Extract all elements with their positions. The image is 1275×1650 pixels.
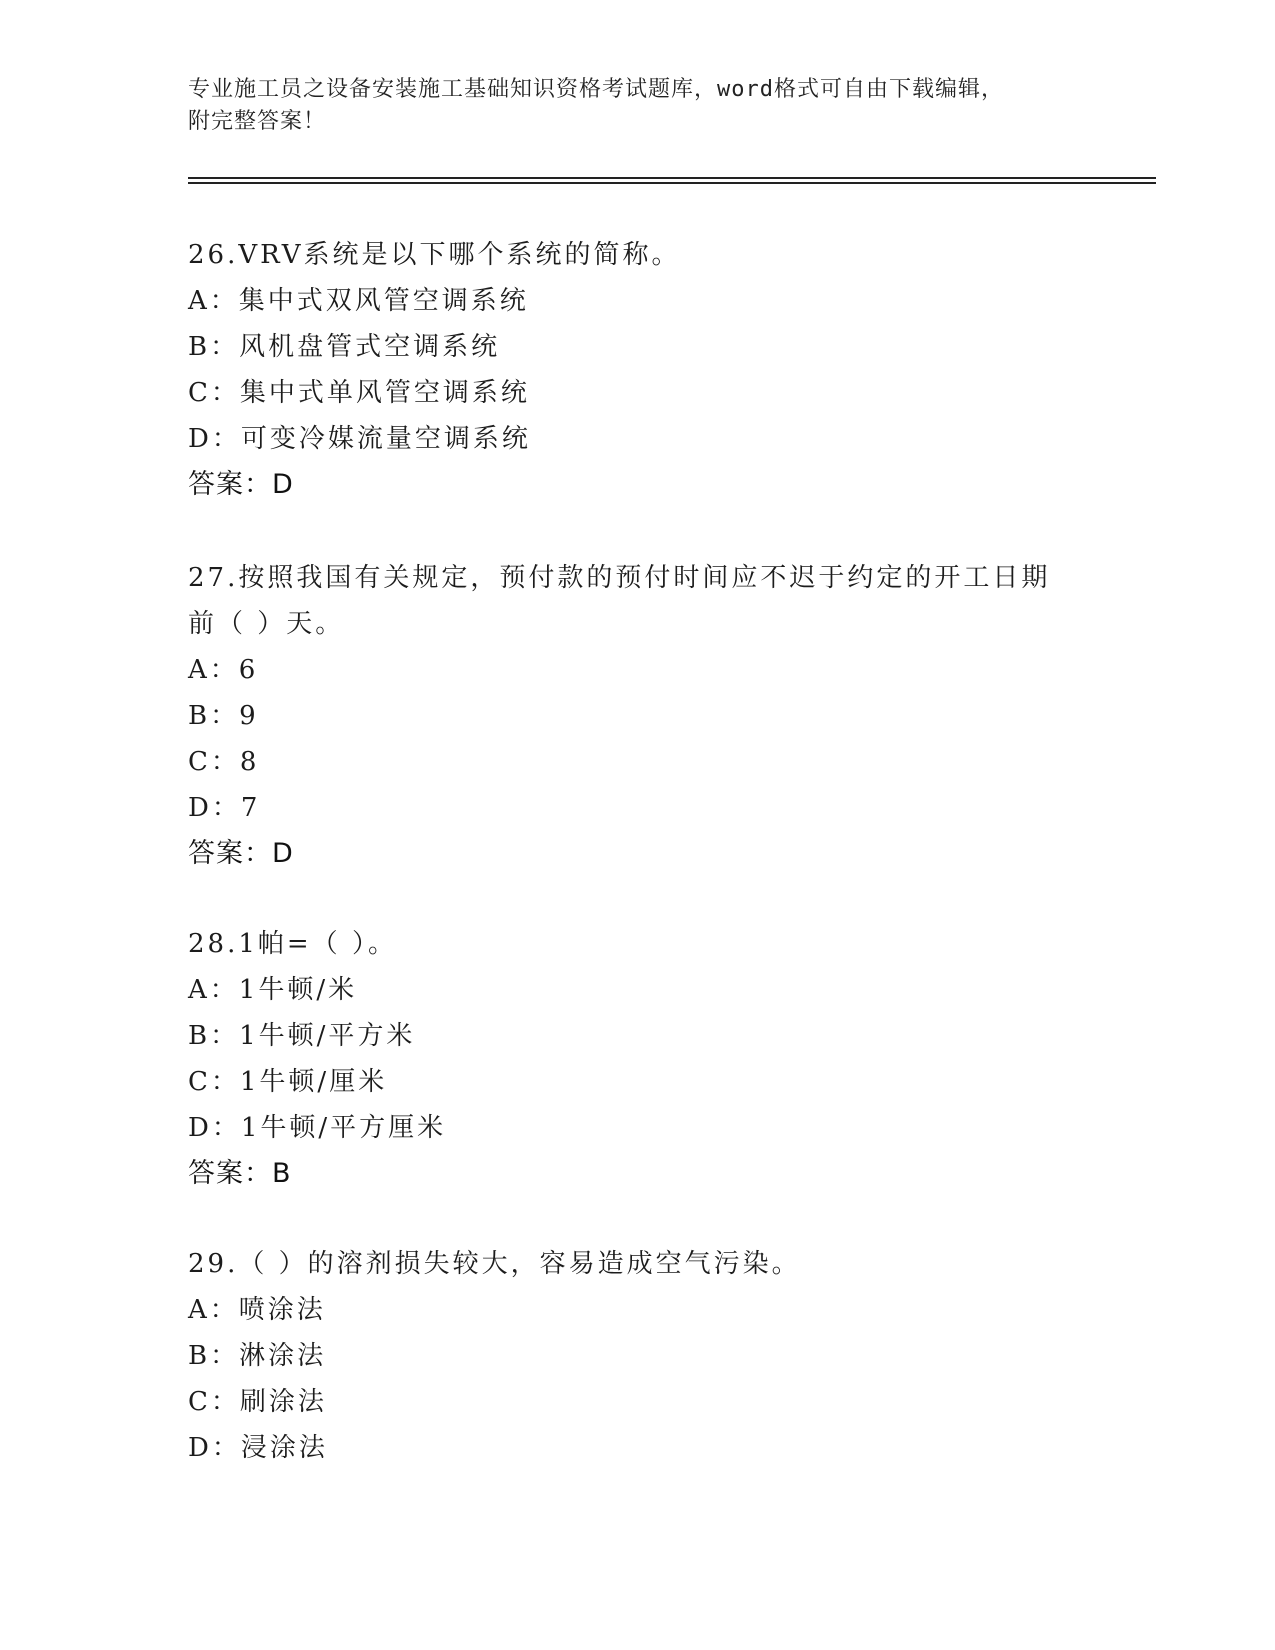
option-c: C：1牛顿/厘米 [188, 1067, 388, 1097]
header-line-2: 附完整答案！ [188, 109, 327, 134]
option-a: A：喷涂法 [188, 1295, 326, 1325]
question-28 [188, 921, 1088, 1197]
question-text: 27.按照我国有关规定，预付款的预付时间应不迟于约定的开工日期前（ ）天。 [188, 563, 1051, 639]
answer: 答案：D [188, 838, 294, 869]
option-b: B：9 [188, 701, 259, 731]
option-a: A：1牛顿/米 [188, 975, 358, 1005]
option-d: D：浸涂法 [188, 1433, 328, 1463]
option-c: C：8 [188, 747, 260, 777]
question-26 [188, 232, 1088, 508]
option-d: D：可变冷媒流量空调系统 [188, 424, 531, 454]
header-divider-bottom [188, 182, 1156, 184]
question-text: 29.（ ）的溶剂损失较大，容易造成空气污染。 [188, 1249, 801, 1279]
option-c: C：刷涂法 [188, 1387, 327, 1417]
header-divider-top [188, 177, 1156, 179]
option-b: B：1牛顿/平方米 [188, 1021, 416, 1051]
answer: 答案：D [188, 469, 294, 500]
question-text: 28.1帕=（ ）。 [188, 929, 397, 959]
option-d: D：7 [188, 793, 261, 823]
question-27 [188, 555, 1088, 877]
question-29 [188, 1241, 1088, 1471]
option-a: A：6 [188, 655, 259, 685]
page-header [188, 74, 1088, 138]
question-text: 26.VRV系统是以下哪个系统的简称。 [188, 240, 681, 270]
option-a: A：集中式双风管空调系统 [188, 286, 529, 316]
answer: 答案：B [188, 1158, 292, 1189]
option-b: B：风机盘管式空调系统 [188, 332, 501, 362]
header-line-1: 专业施工员之设备安装施工基础知识资格考试题库，word格式可自由下载编辑， [188, 77, 1004, 102]
option-b: B：淋涂法 [188, 1341, 327, 1371]
option-c: C：集中式单风管空调系统 [188, 378, 530, 408]
option-d: D：1牛顿/平方厘米 [188, 1113, 447, 1143]
